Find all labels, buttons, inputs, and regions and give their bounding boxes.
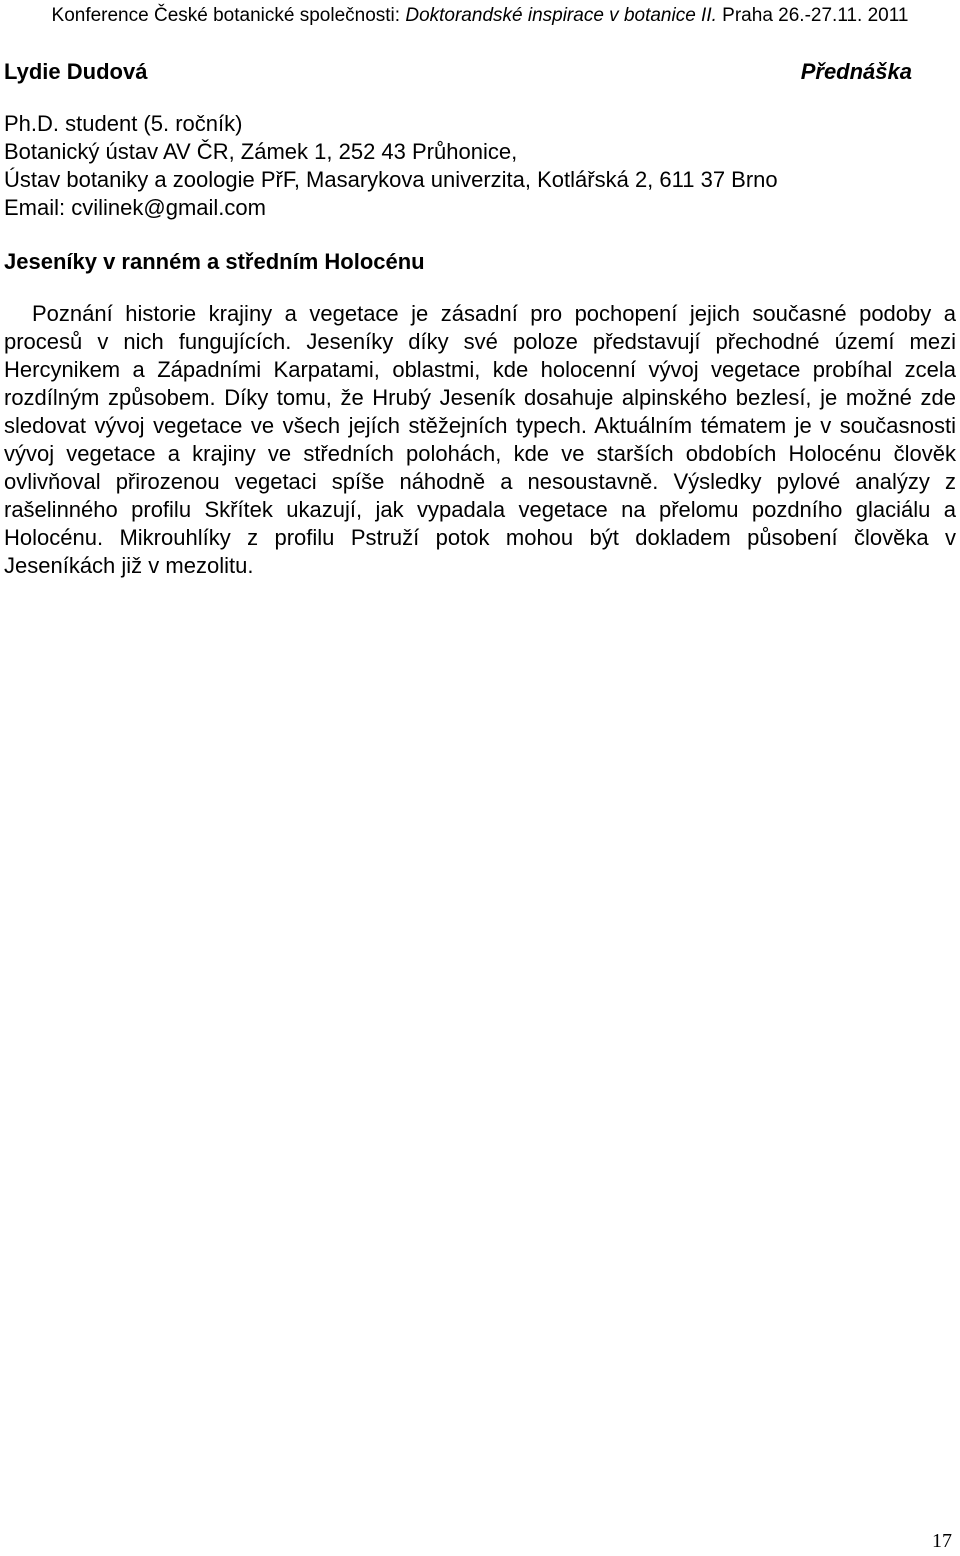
affiliation-status: Ph.D. student (5. ročník)	[4, 111, 243, 136]
header-place-date: Praha 26.-27.11. 2011	[716, 5, 909, 26]
header-conference: Konference České botanické společnosti:	[51, 5, 406, 26]
author-row	[4, 58, 912, 86]
affiliation-block	[4, 110, 778, 222]
page-number: 17	[932, 1530, 952, 1552]
affiliation-university: Ústav botaniky a zoologie PřF, Masarykova univerzita, Kotlářská 2, 611 37 Brno	[4, 167, 778, 192]
abstract-body: Poznání historie krajiny a vegetace je zásadní pro pochopení jejich současné podoby a procesů v nich fungujících. Jeseníky díky své poloze představují přechodné území mezi Hercynikem a Západními Karpatami, oblastmi, kde holocenní vývoj vegetace probíhal zcela rozdílným způsobem. Díky tomu, že Hrubý Jeseník dosahuje alpinského bezlesí, je možné zde sledovat vývoj vegetace ve všech jejích stěžejních typech. Aktuálním tématem je v současnosti vývoj vegetace a krajiny ve středních polohách, kde ve starších obdobích Holocénu člověk ovlivňoval přirozenou vegetaci spíše náhodně a nesoustavně. Výsledky pylové analýzy z rašelinného profilu Skřítek ukazují, jak vypadala vegetace na přelomu pozdního glaciálu a Holocénu. Mikrouhlíky z profilu Pstruží potok mohou být dokladem působení člověka v Jeseníkách již v mezolitu.	[4, 301, 956, 578]
abstract-title: Jeseníky v ranném a středním Holocénu	[4, 249, 425, 274]
affiliation-email: Email: cvilinek@gmail.com	[4, 195, 266, 220]
header-series: Doktorandské inspirace v botanice II.	[405, 5, 717, 26]
affiliation-institute: Botanický ústav AV ČR, Zámek 1, 252 43 Průhonice,	[4, 139, 518, 164]
running-header	[0, 4, 960, 28]
presentation-type: Přednáška	[800, 59, 912, 84]
author-name: Lydie Dudová	[4, 59, 148, 84]
